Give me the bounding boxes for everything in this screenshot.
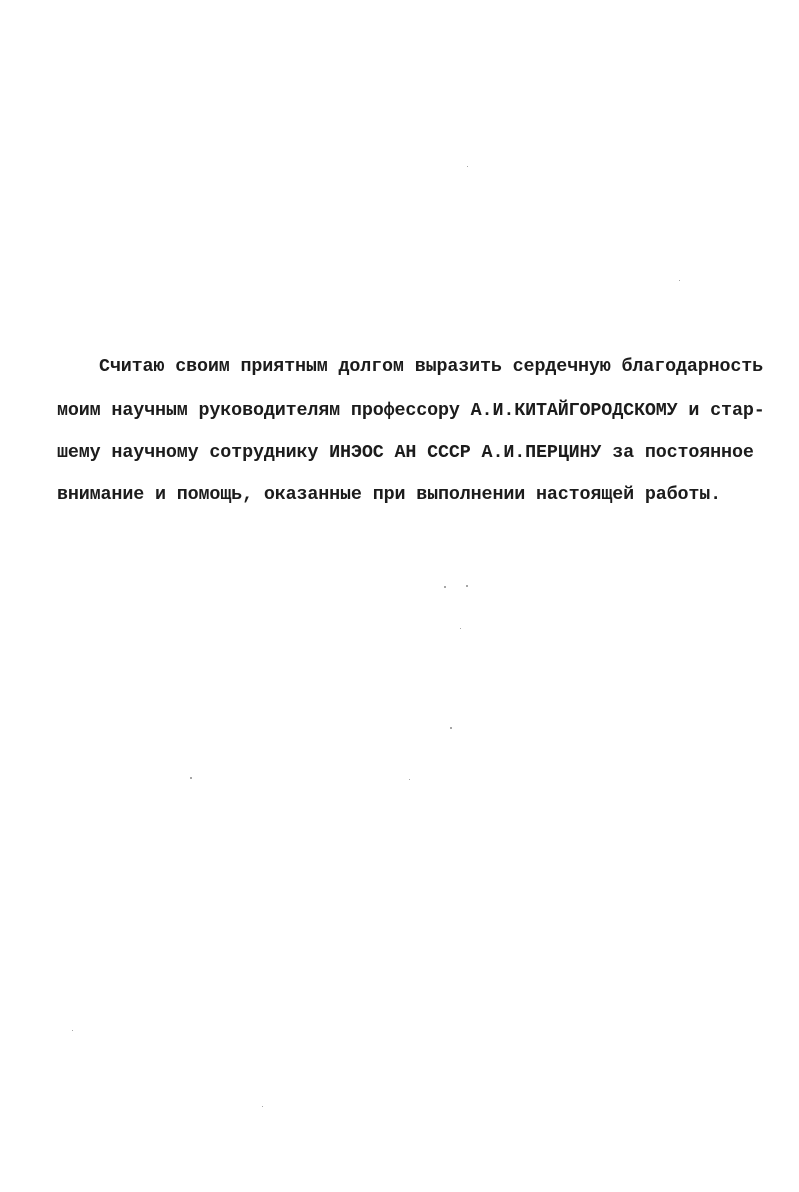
scan-speck (467, 166, 468, 167)
scan-speck (262, 1106, 263, 1107)
paragraph-line-3: шему научному сотруднику ИНЭОС АН СССР А.И.ПЕРЦИНУ за постоянное (57, 442, 754, 463)
paragraph-line-1: Считаю своим приятным долгом выразить сердечную благодарность (99, 356, 764, 377)
scan-speck (679, 280, 680, 281)
scan-speck (444, 586, 446, 588)
paragraph-line-2: моим научным руководителям профессору А.И.КИТАЙГОРОДСКОМУ и стар- (57, 400, 765, 421)
paragraph-line-4: внимание и помощь, оказанные при выполнении настоящей работы. (57, 484, 722, 505)
scan-speck (409, 779, 410, 780)
scan-speck (72, 1030, 73, 1031)
scan-speck (460, 628, 461, 629)
scan-speck (450, 727, 452, 729)
scan-speck (466, 585, 468, 587)
scan-speck (190, 777, 192, 779)
